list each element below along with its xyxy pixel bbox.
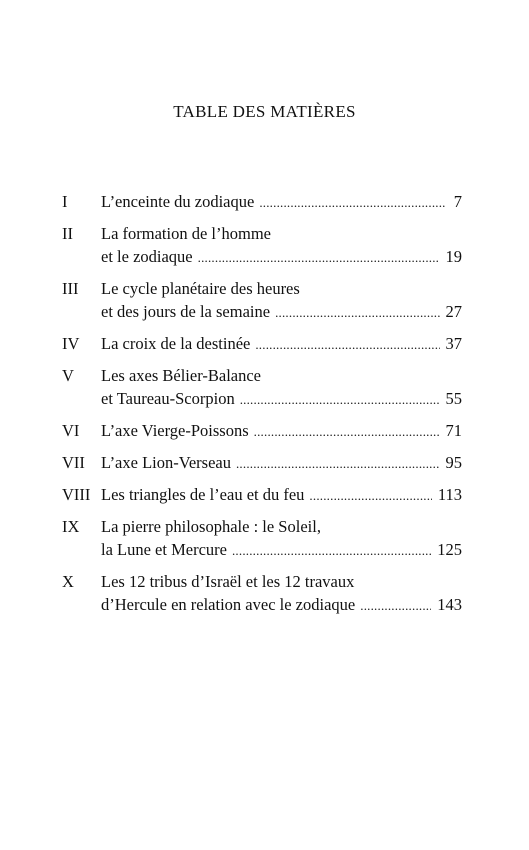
dot-leader [259, 195, 446, 211]
toc-line [62, 279, 462, 302]
chapter-title: Les triangles de l’eau et du feu [101, 485, 305, 504]
page-number: 71 [445, 421, 462, 440]
toc-line [62, 421, 462, 444]
dot-leader [275, 305, 439, 321]
dot-leader [360, 598, 431, 614]
chapter-title: et Taureau-Scorpion [101, 389, 235, 408]
toc-line [62, 540, 462, 563]
chapter-title: et des jours de la semaine [101, 302, 271, 321]
page-number: 19 [445, 247, 462, 266]
chapter-title: La formation de l’homme [101, 224, 271, 243]
chapter-numeral: VII [62, 453, 85, 472]
toc-line [62, 572, 462, 595]
chapter-numeral: III [62, 279, 79, 298]
toc-entry [62, 224, 462, 270]
chapter-numeral: IX [62, 517, 80, 536]
toc-entry [62, 517, 462, 563]
chapter-numeral: V [62, 366, 74, 385]
chapter-numeral: X [62, 572, 74, 591]
page-number: 113 [437, 485, 462, 504]
chapter-numeral: VIII [62, 485, 91, 504]
page-number: 125 [437, 540, 462, 559]
chapter-title: L’enceinte du zodiaque [101, 192, 255, 211]
chapter-title: et le zodiaque [101, 247, 193, 266]
toc-line [62, 224, 462, 247]
toc-line [62, 389, 462, 412]
dot-leader [240, 392, 440, 408]
page-title: TABLE DES MATIÈRES [173, 102, 356, 121]
dot-leader [232, 543, 431, 559]
toc-entry [62, 453, 462, 476]
toc-entry [62, 421, 462, 444]
toc-line [62, 517, 462, 540]
dot-leader [254, 424, 440, 440]
page-number: 95 [445, 453, 462, 472]
toc-entry [62, 572, 462, 618]
page-number: 143 [437, 595, 462, 614]
toc-line [62, 485, 462, 508]
chapter-numeral: VI [62, 421, 80, 440]
toc-line [62, 192, 462, 215]
chapter-title: Les 12 tribus d’Israël et les 12 travaux [101, 572, 355, 591]
chapter-title: La pierre philosophale : le Soleil, [101, 517, 321, 536]
chapter-numeral: II [62, 224, 73, 243]
toc-entry [62, 334, 462, 357]
chapter-title: la Lune et Mercure [101, 540, 227, 559]
page-number: 55 [445, 389, 462, 408]
chapter-title: Le cycle planétaire des heures [101, 279, 300, 298]
toc-line [62, 453, 462, 476]
dot-leader [309, 488, 431, 504]
chapter-numeral: I [62, 192, 68, 211]
toc-line [62, 366, 462, 389]
chapter-title: d’Hercule en relation avec le zodiaque [101, 595, 356, 614]
chapter-title: L’axe Lion-Verseau [101, 453, 231, 472]
toc-line [62, 595, 462, 618]
dot-leader [255, 337, 439, 353]
page-number: 37 [445, 334, 462, 353]
toc-entry [62, 192, 462, 215]
page-number: 7 [453, 192, 462, 211]
chapter-title: L’axe Vierge-Poissons [101, 421, 249, 440]
toc-entry [62, 279, 462, 325]
toc-line [62, 334, 462, 357]
dot-leader [236, 456, 440, 472]
toc-line [62, 247, 462, 270]
toc-line [62, 302, 462, 325]
chapter-title: La croix de la destinée [101, 334, 251, 353]
dot-leader [198, 250, 440, 266]
table-of-contents [62, 192, 462, 627]
page-number: 27 [445, 302, 462, 321]
chapter-title: Les axes Bélier-Balance [101, 366, 262, 385]
chapter-numeral: IV [62, 334, 80, 353]
toc-entry [62, 485, 462, 508]
toc-entry [62, 366, 462, 412]
